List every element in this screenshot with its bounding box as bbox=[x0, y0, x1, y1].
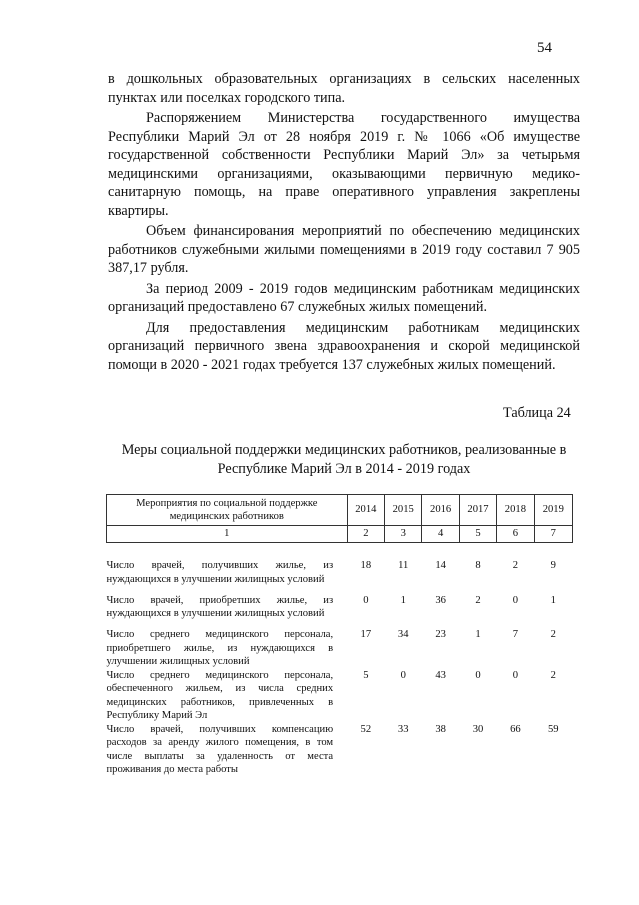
table-row bbox=[107, 543, 573, 594]
row-description: Число врачей, приобретших жилье, из нуждающихся в улучшении жилищных условий bbox=[106, 594, 334, 619]
table-header-row bbox=[107, 495, 573, 526]
column-number: 7 bbox=[534, 526, 572, 543]
table-cell: 0 bbox=[512, 594, 519, 606]
table-cell: 43 bbox=[435, 669, 446, 681]
table-cell: 17 bbox=[360, 629, 372, 640]
row-description: Число врачей, получивших жилье, из нуждающихся в улучшении жилищных условий bbox=[106, 560, 334, 585]
table-cell: 1 bbox=[475, 629, 481, 640]
row-description: Число врачей, получивших компенсацию расходов за аренду жилого помещения, в том числе выплаты за удаленность от места проживания до места работы bbox=[106, 723, 334, 775]
table-cell: 0 bbox=[475, 669, 481, 681]
table-cell: 2 bbox=[550, 669, 556, 681]
column-number-row bbox=[107, 526, 573, 543]
paragraph: Для предоставления медицинским работникам медицинских организаций первичного звена здравоохранения и скорой медицинской помощи в 2020 - 2021 годах требуется 137 служебных жилых помещений. bbox=[108, 319, 580, 373]
table-cell: 38 bbox=[435, 723, 446, 735]
table-cell: 1 bbox=[400, 594, 406, 606]
table-row bbox=[107, 723, 573, 777]
row-description: Число среднего медицинского персонала, приобретшего жилье, из нуждающихся в улучшении жилищных условий bbox=[106, 629, 334, 667]
table-cell: 1 bbox=[550, 594, 556, 606]
table-cell: 23 bbox=[435, 629, 446, 640]
table-cell: 34 bbox=[397, 629, 409, 640]
table-cell: 7 bbox=[512, 629, 519, 640]
table-cell: 18 bbox=[360, 560, 372, 571]
table-row bbox=[107, 628, 573, 669]
column-header-year: 2016 bbox=[422, 495, 459, 526]
table-cell: 11 bbox=[398, 560, 409, 571]
table-cell: 66 bbox=[510, 723, 521, 735]
table-cell: 2 bbox=[550, 629, 556, 640]
column-header-year: 2018 bbox=[497, 495, 534, 526]
table-cell: 52 bbox=[360, 723, 372, 735]
row-description: Число среднего медицинского персонала, обеспеченного жильем, из числа средних медицинских работников, привлеченных в Республику Марий Эл bbox=[106, 669, 334, 721]
table-cell: 59 bbox=[548, 723, 559, 735]
paragraph: в дошкольных образовательных организациях в сельских населенных пунктах или поселках городского типа. bbox=[108, 71, 580, 106]
table-cell: 8 bbox=[475, 560, 481, 571]
table-caption: Меры социальной поддержки медицинских работников, реализованные в Республике Марий Эл в 2014 - 2019 годах bbox=[121, 442, 567, 477]
table-cell: 0 bbox=[363, 594, 369, 606]
column-number: 1 bbox=[107, 526, 348, 543]
table-cell: 9 bbox=[550, 560, 556, 571]
data-table bbox=[106, 494, 573, 777]
table-cell: 5 bbox=[363, 669, 369, 681]
table-cell: 2 bbox=[512, 560, 519, 571]
column-number: 5 bbox=[459, 526, 496, 543]
column-header-description: Мероприятия по социальной поддержке медицинских работников bbox=[107, 495, 348, 526]
paragraph: За период 2009 - 2019 годов медицинским работникам медицинских организаций предоставлено 67 служебных жилых помещений. bbox=[108, 280, 580, 315]
table-cell: 0 bbox=[512, 669, 519, 681]
table-cell: 36 bbox=[435, 594, 446, 606]
column-number: 4 bbox=[422, 526, 459, 543]
column-header-year: 2015 bbox=[385, 495, 422, 526]
column-header-year: 2017 bbox=[459, 495, 496, 526]
table-cell: 30 bbox=[472, 723, 484, 735]
column-header-year: 2019 bbox=[534, 495, 572, 526]
table-cell: 14 bbox=[435, 560, 446, 571]
table-label: Таблица 24 bbox=[503, 405, 571, 421]
paragraph: Распоряжением Министерства государственного имущества Республики Марий Эл от 28 ноября 2019 г. № 1066 «Об имуществе государственной собственности Республики Марий Эл» за четырьмя медицинскими организациями, оказывающими первичную медико-санитарную помощь, на праве оперативного управления закреплены квартиры. bbox=[108, 110, 580, 219]
table-cell: 33 bbox=[397, 723, 409, 735]
paragraph: Объем финансирования мероприятий по обеспечению медицинских работников служебными жилыми помещениями в 2019 году составил 7 905 387,17 рубля. bbox=[108, 223, 580, 276]
table-row bbox=[107, 669, 573, 723]
body-text bbox=[108, 70, 580, 376]
table-cell: 2 bbox=[475, 594, 481, 606]
column-header-year: 2014 bbox=[347, 495, 384, 526]
column-number: 2 bbox=[347, 526, 384, 543]
column-number: 3 bbox=[385, 526, 422, 543]
table-cell: 0 bbox=[400, 669, 406, 681]
page-number: 54 bbox=[537, 40, 552, 56]
table-row bbox=[107, 594, 573, 629]
column-number: 6 bbox=[497, 526, 534, 543]
